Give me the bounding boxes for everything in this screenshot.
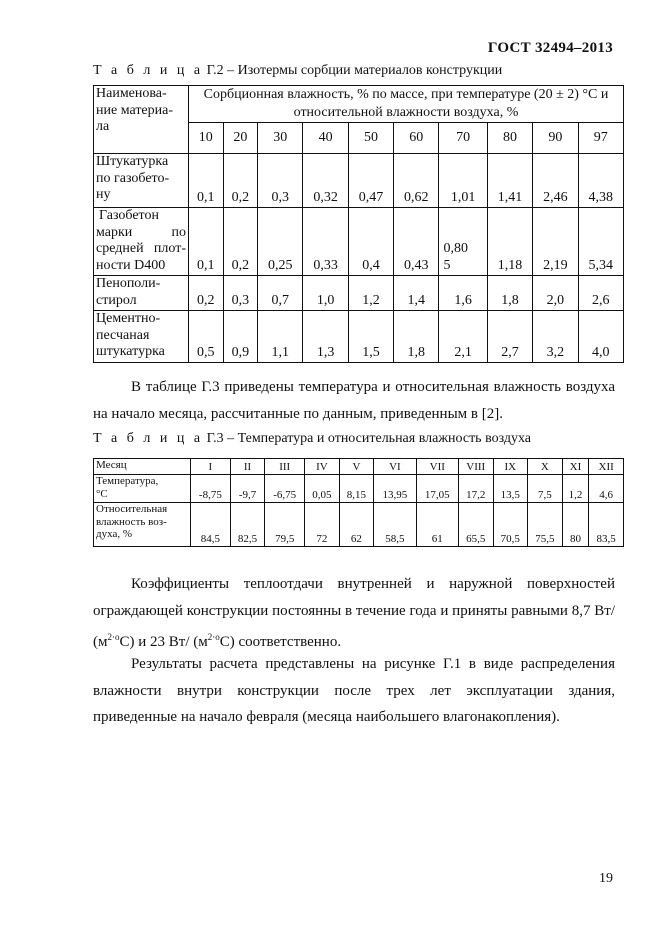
- month-header: VIII: [458, 459, 493, 475]
- sorption-value: 0,5: [189, 311, 224, 363]
- temperature-value: 4,6: [589, 475, 624, 503]
- humidity-value: 84,5: [191, 503, 231, 547]
- temperature-value: 13,5: [493, 475, 528, 503]
- humidity-value: 65,5: [458, 503, 493, 547]
- humidity-header: 30: [258, 123, 303, 154]
- material-name: Газобетон марки по средней плот- ности D400: [94, 208, 189, 276]
- humidity-header: 70: [439, 123, 487, 154]
- month-header: V: [339, 459, 374, 475]
- sorption-value: 0,9: [223, 311, 258, 363]
- sorption-value: 0,80 5: [439, 208, 487, 276]
- humidity-header: 20: [223, 123, 258, 154]
- humidity-value: 79,5: [265, 503, 305, 547]
- paragraph-table-g3-intro: В таблице Г.3 приведены температура и относительная влажность воздуха на начало месяца, рассчитанные по данным, приведенным в [2].: [93, 379, 615, 422]
- table-row: [94, 154, 624, 208]
- month-header: IV: [305, 459, 340, 475]
- humidity-value: 62: [339, 503, 374, 547]
- humidity-value: 70,5: [493, 503, 528, 547]
- table-g2-caption: [93, 63, 502, 79]
- humidity-value: 83,5: [589, 503, 624, 547]
- temperature-value: 8,15: [339, 475, 374, 503]
- sorption-value: 0,32: [303, 154, 348, 208]
- sorption-value: 1,1: [258, 311, 303, 363]
- humidity-header: 10: [189, 123, 224, 154]
- sorption-value: 1,8: [487, 276, 532, 311]
- temperature-value: 0,05: [305, 475, 340, 503]
- sorption-value: 0,4: [348, 208, 393, 276]
- month-header: III: [265, 459, 305, 475]
- sorption-value: 0,43: [394, 208, 439, 276]
- sorption-group-header: Сорбционная влажность, % по массе, при температуре (20 ± 2) °С и относительной влажности воздуха, %: [189, 86, 624, 123]
- humidity-value: 82,5: [230, 503, 265, 547]
- sorption-value: 5,34: [578, 208, 624, 276]
- table-row: [94, 503, 624, 547]
- humidity-value: 80: [562, 503, 589, 547]
- material-name: Пенополи- стирол: [94, 276, 189, 311]
- month-header: VI: [374, 459, 416, 475]
- humidity-value: 58,5: [374, 503, 416, 547]
- sorption-value: 1,0: [303, 276, 348, 311]
- humidity-value: 61: [416, 503, 458, 547]
- sorption-value: 1,18: [487, 208, 532, 276]
- temperature-value: 7,5: [528, 475, 563, 503]
- table-g3-caption: [93, 431, 531, 447]
- sorption-value: 0,2: [223, 208, 258, 276]
- humidity-value: 75,5: [528, 503, 563, 547]
- unit-superscript: 2·о: [207, 632, 220, 642]
- material-name: Цементно- песчаная штукатурка: [94, 311, 189, 363]
- sorption-value: 4,0: [578, 311, 624, 363]
- temperature-humidity-table: [93, 458, 624, 547]
- sorption-value: 0,1: [189, 154, 224, 208]
- sorption-value: 0,47: [348, 154, 393, 208]
- table-word: Т а б л и ц а: [93, 63, 204, 78]
- month-header: II: [230, 459, 265, 475]
- month-header: XII: [589, 459, 624, 475]
- sorption-value: 0,33: [303, 208, 348, 276]
- month-header: XI: [562, 459, 589, 475]
- sorption-value: 4,38: [578, 154, 624, 208]
- sorption-isotherms-table: [93, 85, 624, 363]
- month-header: VII: [416, 459, 458, 475]
- sorption-value: 2,19: [533, 208, 578, 276]
- sorption-value: 3,2: [533, 311, 578, 363]
- month-header: X: [528, 459, 563, 475]
- month-header: I: [191, 459, 231, 475]
- material-name-header: Наименова- ние материа- ла: [94, 86, 189, 154]
- sorption-value: 0,2: [189, 276, 224, 311]
- humidity-header: 80: [487, 123, 532, 154]
- sorption-value: 0,7: [258, 276, 303, 311]
- humidity-label: Относительная влажность воз- духа, %: [94, 503, 191, 547]
- sorption-value: 2,6: [578, 276, 624, 311]
- temperature-value: -9,7: [230, 475, 265, 503]
- month-header: IX: [493, 459, 528, 475]
- sorption-value: 2,7: [487, 311, 532, 363]
- sorption-value: 0,3: [223, 276, 258, 311]
- sorption-value: 1,5: [348, 311, 393, 363]
- sorption-value: 1,8: [394, 311, 439, 363]
- temperature-value: -6,75: [265, 475, 305, 503]
- humidity-header: 40: [303, 123, 348, 154]
- heat-transfer-text-a: Коэффициенты теплоотдачи внутренней и наружной поверхностей ограждающей конструкции постоянны в течение года и приняты равными 8,7 Вт/ (м: [93, 576, 615, 650]
- temperature-label: Температура, °С: [94, 475, 191, 503]
- sorption-value: 0,2: [223, 154, 258, 208]
- unit-superscript: 2·о: [107, 632, 120, 642]
- paragraph-results: Результаты расчета представлены на рисунке Г.1 в виде распределения влажности внутри конструкции после трех лет эксплуатации здания, приведенные на начало февраля (месяца наибольшего влагонакопления).: [93, 656, 615, 725]
- table-row: [94, 276, 624, 311]
- page-number: 19: [599, 871, 613, 886]
- sorption-value: 2,0: [533, 276, 578, 311]
- table-row: [94, 475, 624, 503]
- humidity-header: 97: [578, 123, 624, 154]
- temperature-value: 17,05: [416, 475, 458, 503]
- sorption-value: 1,4: [394, 276, 439, 311]
- sorption-value: 1,01: [439, 154, 487, 208]
- material-name: Штукатурка по газобето- ну: [94, 154, 189, 208]
- paragraph-heat-transfer: [93, 571, 615, 656]
- document-header: ГОСТ 32494–2013: [487, 40, 613, 56]
- sorption-value: 1,6: [439, 276, 487, 311]
- sorption-value: 2,1: [439, 311, 487, 363]
- humidity-header: 60: [394, 123, 439, 154]
- humidity-header: 50: [348, 123, 393, 154]
- temperature-value: 17,2: [458, 475, 493, 503]
- temperature-value: 1,2: [562, 475, 589, 503]
- sorption-value: 0,62: [394, 154, 439, 208]
- table-g3-caption-text: Г.3 – Температура и относительная влажность воздуха: [203, 431, 532, 446]
- table-row: [94, 208, 624, 276]
- sorption-value: 0,25: [258, 208, 303, 276]
- humidity-value: 72: [305, 503, 340, 547]
- humidity-header: 90: [533, 123, 578, 154]
- sorption-value: 2,46: [533, 154, 578, 208]
- table-row: [94, 311, 624, 363]
- temperature-value: 13,95: [374, 475, 416, 503]
- temperature-value: -8,75: [191, 475, 231, 503]
- month-label: Месяц: [94, 459, 191, 475]
- heat-transfer-text-b: С) и 23 Вт/ (м: [119, 634, 208, 650]
- table-word: Т а б л и ц а: [93, 431, 204, 446]
- sorption-value: 1,2: [348, 276, 393, 311]
- sorption-value: 1,41: [487, 154, 532, 208]
- sorption-value: 0,1: [189, 208, 224, 276]
- sorption-value: 0,3: [258, 154, 303, 208]
- heat-transfer-text-c: С) соответственно.: [219, 634, 342, 650]
- sorption-value: 1,3: [303, 311, 348, 363]
- table-g2-caption-text: Г.2 – Изотермы сорбции материалов конструкции: [203, 63, 503, 78]
